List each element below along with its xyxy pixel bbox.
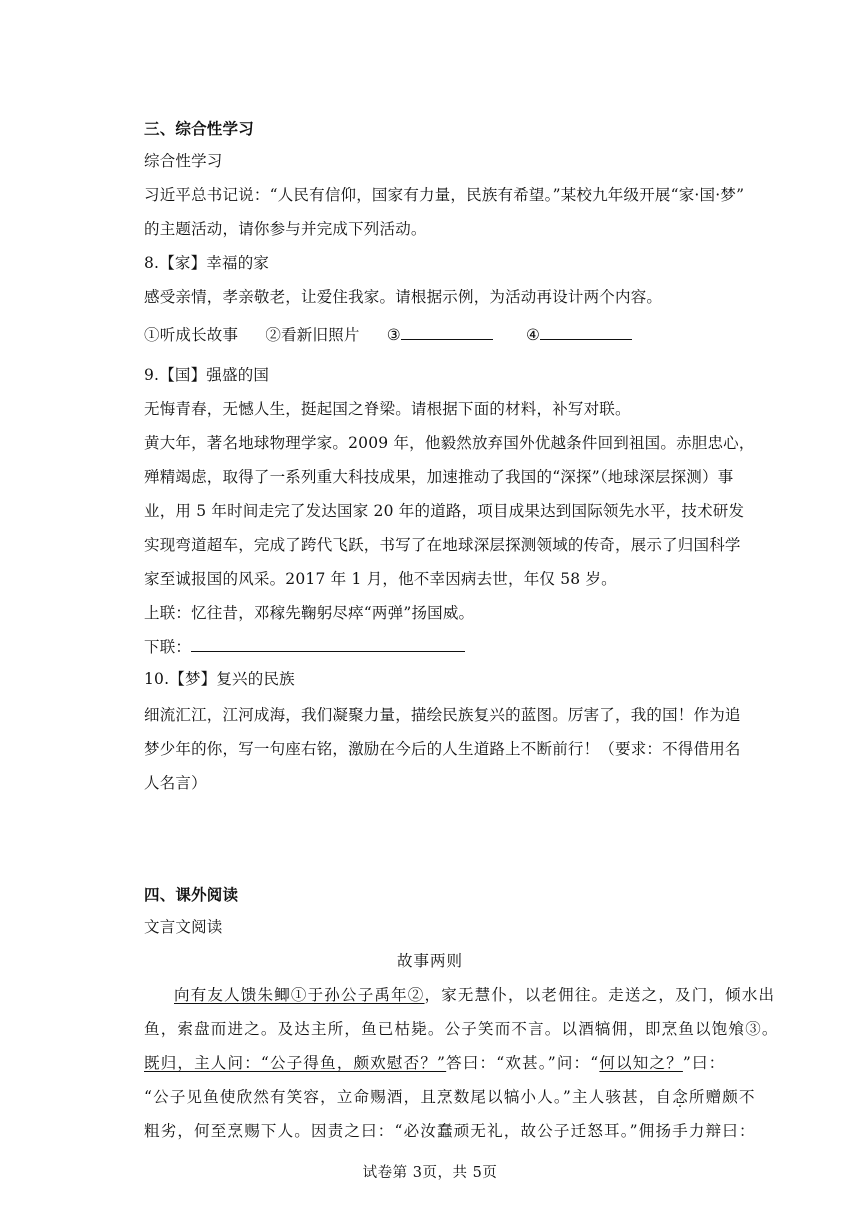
q10-prompt-line: 梦少年的你，写一句座右铭，激励在今后的人生道路上不断前行！（要求：不得借用名 [144, 740, 741, 758]
q9-material-line: 业，用 5 年时间走完了发达国家 20 年的道路，项目成果达到国际领先水平，技术研发 [144, 502, 745, 520]
passage-line-2: 鱼，索盘而进之。及达主所，鱼已枯毙。公子笑而不言。以酒犒佣，即烹鱼以饱飧③。 [144, 1020, 779, 1038]
couplet-upper: 上联：忆往昔，邓稼先鞠躬尽瘁“两弹”扬国威。 [144, 604, 475, 622]
q8-title: 8.【家】幸福的家 [144, 254, 270, 272]
passage-line-3: 既归，主人问：“公子得鱼，颇欢慰否？”答曰：“欢甚。”问：“何以知之？”曰： [144, 1054, 726, 1072]
emphasis-dot-char: 念 [672, 1088, 689, 1106]
passage-line-5: 粗劣，何至烹赐下人。因责之曰：“必汝蠢顽无礼，故公子迁怒耳。”佣扬手力辩曰： [144, 1122, 756, 1140]
q8-option-1: ①听成长故事 [144, 326, 239, 344]
q8-option-4: ④ [526, 324, 632, 346]
section4-subheading: 文言文阅读 [144, 918, 223, 936]
intro-line-1: 习近平总书记说：“人民有信仰，国家有力量，民族有希望。”某校九年级开展“家·国·梦” [144, 186, 745, 204]
story-title: 故事两则 [396, 952, 463, 970]
passage-line-1: 向有友人馈朱鲫①于孙公子禹年②，家无慧仆，以老佣往。走送之，及门，倾水出 [174, 986, 776, 1004]
q9-material-line: 实现弯道超车，完成了跨代飞跃，书写了在地球深层探测领域的传奇，展示了归国科学 [144, 536, 741, 554]
q8-prompt: 感受亲情，孝亲敬老，让爱住我家。请根据示例，为活动再设计两个内容。 [144, 288, 663, 306]
q10-prompt-line: 人名言） [144, 774, 207, 792]
section4-heading: 四、课外阅读 [144, 885, 239, 904]
q10-prompt-line: 细流汇江，江河成海，我们凝聚力量，描绘民族复兴的蓝图。厉害了，我的国！作为追 [144, 706, 741, 724]
intro-line-2: 的主题活动，请你参与并完成下列活动。 [144, 220, 427, 238]
q10-title: 10.【梦】复兴的民族 [144, 670, 295, 688]
q9-material-line: 黄大年，著名地球物理学家。2009 年，他毅然放弃国外优越条件回到祖国。赤胆忠心， [144, 434, 755, 452]
q9-prompt: 无悔青春，无憾人生，挺起国之脊梁。请根据下面的材料，补写对联。 [144, 400, 631, 418]
section3-heading: 三、综合性学习 [144, 119, 254, 138]
q8-answer-blank-3[interactable] [401, 325, 493, 340]
q8-answer-blank-4[interactable] [540, 325, 632, 340]
q9-title: 9.【国】强盛的国 [144, 366, 270, 384]
passage-line-4: “公子见鱼使欣然有笑容，立命赐酒，且烹数尾以犒小人。”主人骇甚，自念所赠颇不 [144, 1088, 756, 1106]
q8-option-3: ③ [387, 324, 493, 346]
q8-options [144, 324, 632, 346]
q8-option-2: ②看新旧照片 [265, 326, 360, 344]
couplet-lower: 下联： [144, 636, 465, 658]
underlined-sentence: 何以知之？ [599, 1054, 683, 1072]
underlined-sentence: 向有友人馈朱鲫①于孙公子禹年② [174, 986, 425, 1004]
underlined-sentence: 既归，主人问：“公子得鱼，颇欢慰否？” [144, 1054, 447, 1072]
q9-material-line: 殚精竭虑，取得了一系列重大科技成果，加速推动了我国的“深探”（地球深层探测）事 [144, 468, 734, 486]
section3-subheading: 综合性学习 [144, 152, 223, 170]
couplet-lower-blank[interactable] [191, 637, 465, 652]
page-footer: 试卷第 3页，共 5页 [362, 1165, 498, 1181]
q9-material-line: 家至诚报国的风采。2017 年 1 月，他不幸因病去世，年仅 58 岁。 [144, 570, 617, 588]
